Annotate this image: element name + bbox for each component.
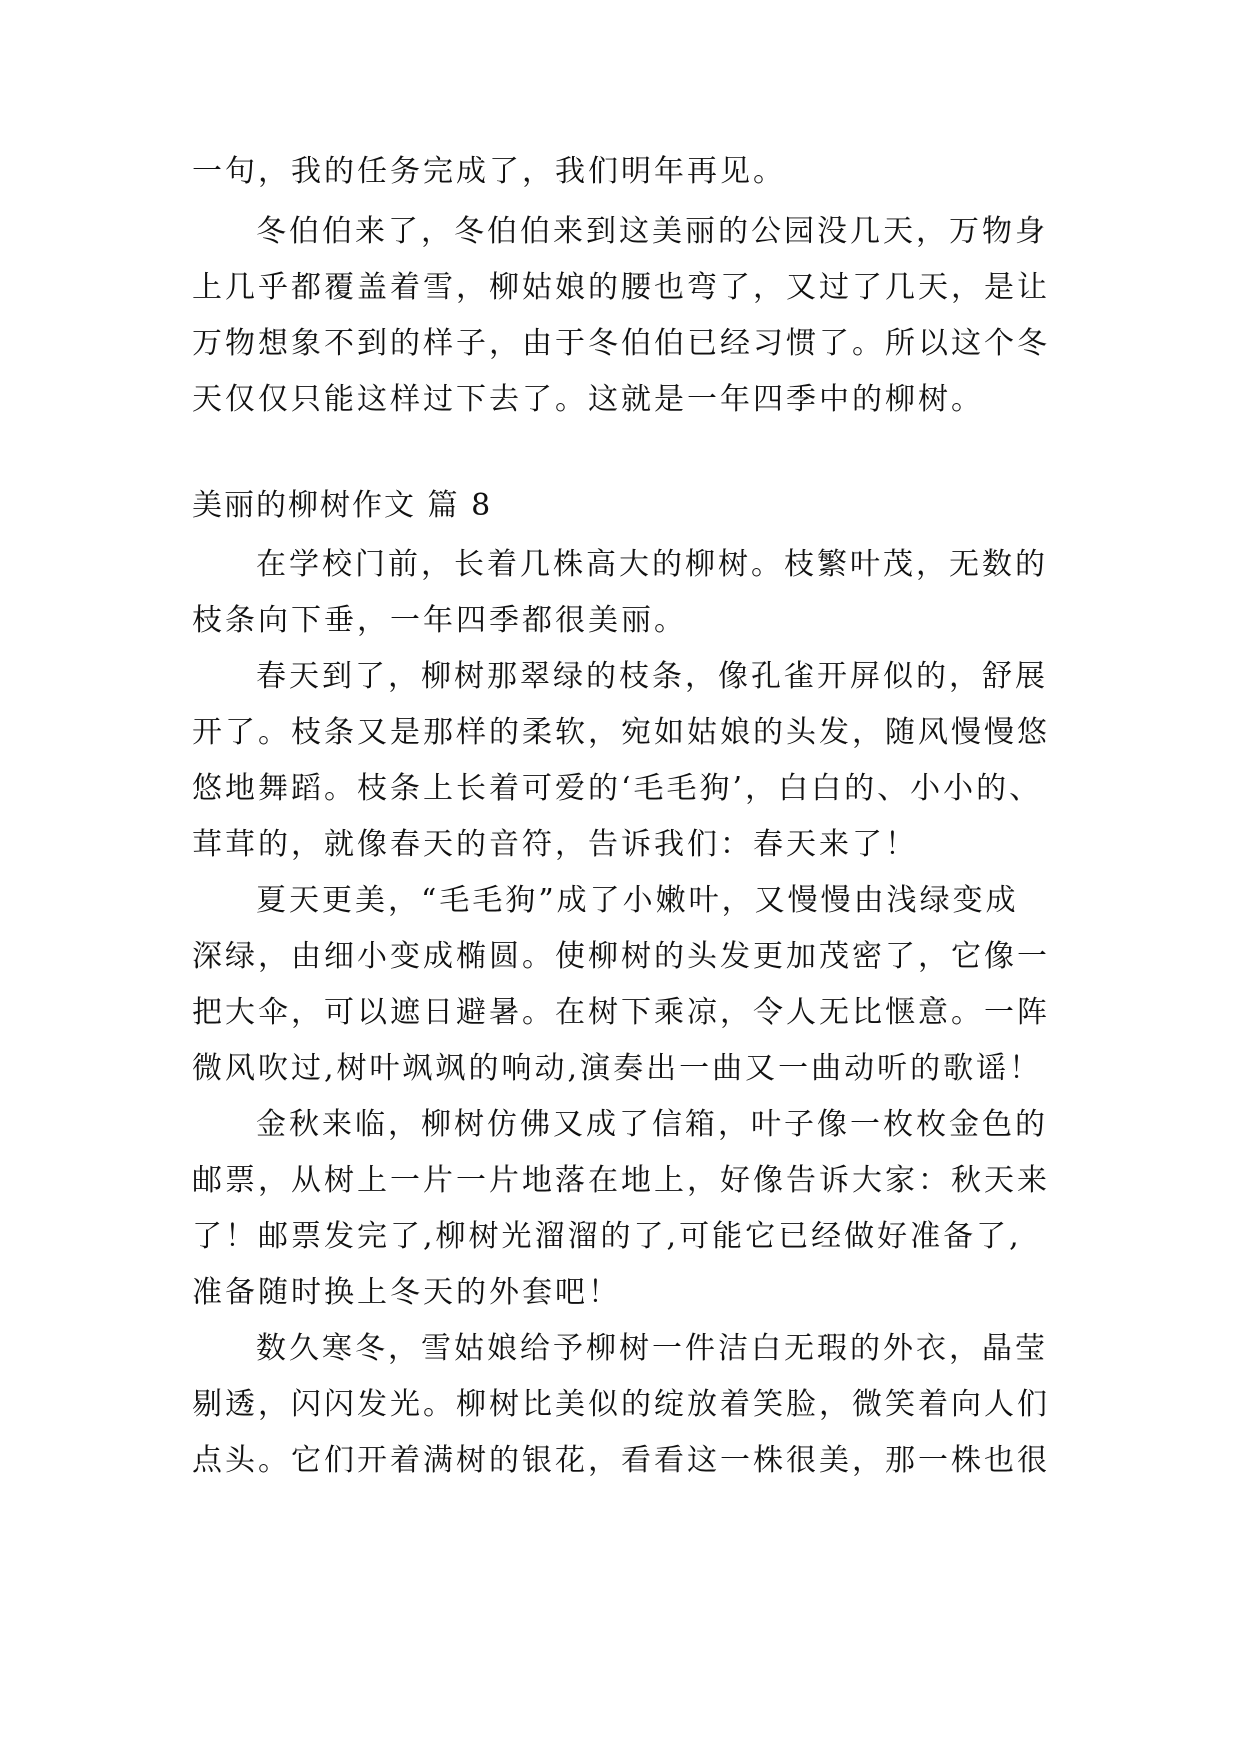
- paragraph-line: 一句，我的任务完成了，我们明年再见。: [192, 154, 786, 189]
- paragraph-line: 了！邮票发完了,柳树光溜溜的了,可能它已经做好准备了,: [192, 1219, 1022, 1254]
- paragraph-line: 夏天更美，“毛毛狗”成了小嫩叶，又慢慢由浅绿变成: [256, 883, 1019, 918]
- paragraph-line: 茸茸的，就像春天的音符，告诉我们：春天来了！: [192, 827, 918, 862]
- section-heading: 美丽的柳树作文 篇 8: [192, 488, 493, 523]
- paragraph-line: 春天到了，柳树那翠绿的枝条，像孔雀开屏似的，舒展: [256, 659, 1048, 694]
- paragraph-line: 万物想象不到的样子，由于冬伯伯已经习惯了。所以这个冬: [192, 326, 1050, 361]
- paragraph-line: 冬伯伯来了，冬伯伯来到这美丽的公园没几天，万物身: [256, 214, 1048, 249]
- paragraph-line: 剔透，闪闪发光。柳树比美似的绽放着笑脸，微笑着向人们: [192, 1387, 1050, 1422]
- paragraph-line: 邮票，从树上一片一片地落在地上，好像告诉大家：秋天来: [192, 1163, 1050, 1198]
- paragraph-line: 把大伞，可以遮日避暑。在树下乘凉，令人无比惬意。一阵: [192, 995, 1050, 1030]
- paragraph-line: 金秋来临，柳树仿佛又成了信箱，叶子像一枚枚金色的: [256, 1107, 1048, 1142]
- paragraph-line: 天仅仅只能这样过下去了。这就是一年四季中的柳树。: [192, 382, 984, 417]
- paragraph-line: 数久寒冬，雪姑娘给予柳树一件洁白无瑕的外衣，晶莹: [256, 1331, 1048, 1366]
- paragraph-line: 在学校门前，长着几株高大的柳树。枝繁叶茂，无数的: [256, 547, 1048, 582]
- paragraph-line: 准备随时换上冬天的外套吧！: [192, 1275, 621, 1310]
- paragraph-line: 开了。枝条又是那样的柔软，宛如姑娘的头发，随风慢慢悠: [192, 715, 1050, 750]
- paragraph-line: 枝条向下垂，一年四季都很美丽。: [192, 603, 687, 638]
- paragraph-line: 上几乎都覆盖着雪，柳姑娘的腰也弯了，又过了几天，是让: [192, 270, 1050, 305]
- paragraph-line: 微风吹过,树叶飒飒的响动,演奏出一曲又一曲动听的歌谣！: [192, 1051, 1043, 1086]
- paragraph-line: 深绿，由细小变成椭圆。使柳树的头发更加茂密了，它像一: [192, 939, 1050, 974]
- paragraph-line: 点头。它们开着满树的银花，看看这一株很美，那一株也很: [192, 1443, 1050, 1478]
- paragraph-line: 悠地舞蹈。枝条上长着可爱的‘毛毛狗’，白白的、小小的、: [192, 771, 1043, 806]
